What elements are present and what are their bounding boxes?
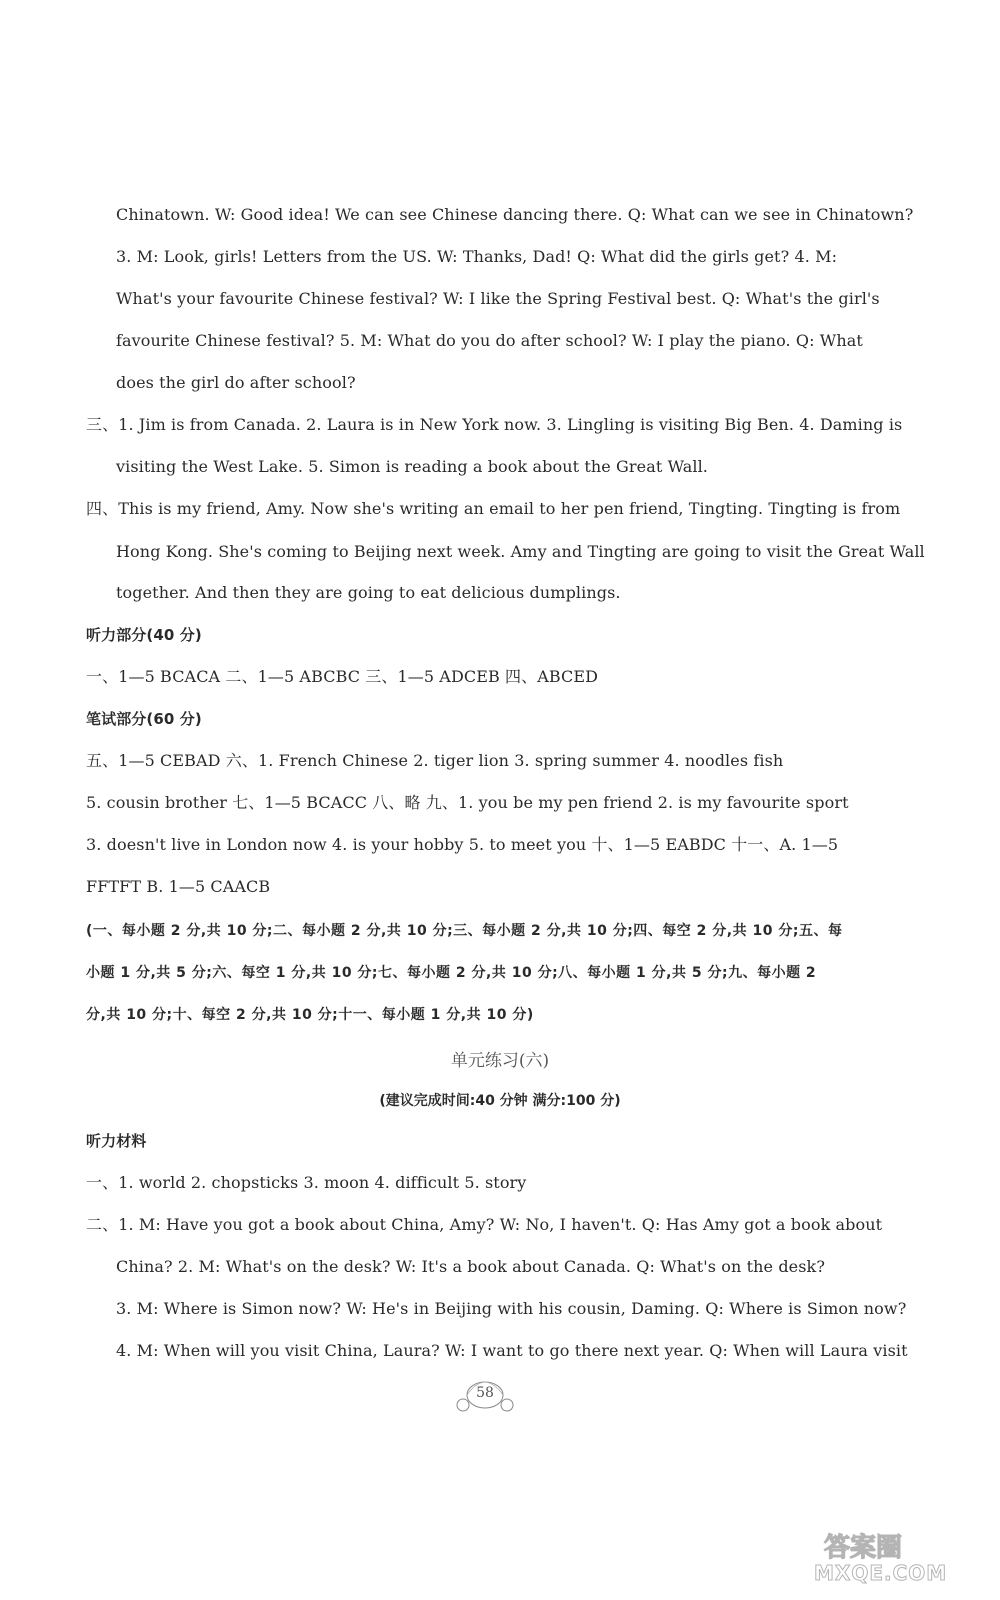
text-line: Hong Kong. She's coming to Beijing next week. Amy and Tingting are going to visit the Great Wall xyxy=(116,542,925,561)
text-line: favourite Chinese festival? 5. M: What do you do after school? W: I play the piano. Q: What xyxy=(116,331,863,350)
watermark-logo xyxy=(810,1526,980,1584)
materials-line: China? 2. M: What's on the desk? W: It's a book about Canada. Q: What's on the desk? xyxy=(116,1257,826,1276)
text-line: Chinatown. W: Good idea! We can see Chinese dancing there. Q: What can we see in Chinatown? xyxy=(116,205,914,224)
watermark-icon xyxy=(810,1526,980,1584)
listening-header: 听力部分(40 分) xyxy=(86,626,202,644)
scoring-note-line: 分,共 10 分;十、每空 2 分,共 10 分;十一、每小题 1 分,共 10 分) xyxy=(86,1007,534,1023)
page-number-text: 58 xyxy=(476,1385,494,1401)
materials-line: 3. M: Where is Simon now? W: He's in Beijing with his cousin, Daming. Q: Where is Simon now? xyxy=(116,1299,907,1318)
materials-line: 4. M: When will you visit China, Laura? W: I want to go there next year. Q: When will Laura visit xyxy=(116,1341,908,1360)
text-line: 三、1. Jim is from Canada. 2. Laura is in New York now. 3. Lingling is visiting Big Ben. 4. Daming is xyxy=(86,415,903,434)
svg-text:MXQE.COM: MXQE.COM xyxy=(814,1561,948,1584)
scoring-note-line: 小题 1 分,共 5 分;六、每空 1 分,共 10 分;七、每小题 2 分,共 10 分;八、每小题 1 分,共 5 分;九、每小题 2 xyxy=(86,965,817,981)
section-title: 单元练习(六) xyxy=(450,1051,550,1071)
text-line: 3. M: Look, girls! Letters from the US. W: Thanks, Dad! Q: What did the girls get? 4. M: xyxy=(116,247,838,266)
materials-header: 听力材料 xyxy=(86,1132,147,1150)
section-subtitle: (建议完成时间:40 分钟 满分:100 分) xyxy=(379,1093,621,1109)
page-number xyxy=(455,1375,515,1415)
svg-text:答案圈: 答案圈 xyxy=(824,1533,903,1563)
written-answer-line: 5. cousin brother 七、1—5 BCACC 八、略 九、1. you be my pen friend 2. is my favourite sport xyxy=(86,793,849,812)
text-line: together. And then they are going to eat delicious dumplings. xyxy=(116,583,621,602)
written-answer-line: 五、1—5 CEBAD 六、1. French Chinese 2. tiger lion 3. spring summer 4. noodles fish xyxy=(86,751,784,770)
text-line: does the girl do after school? xyxy=(116,373,356,392)
scoring-note-line: (一、每小题 2 分,共 10 分;二、每小题 2 分,共 10 分;三、每小题 2 分,共 10 分;四、每空 2 分,共 10 分;五、每 xyxy=(86,923,843,939)
written-answer-line: 3. doesn't live in London now 4. is your hobby 5. to meet you 十、1—5 EABDC 十一、A. 1—5 xyxy=(86,835,839,854)
written-header: 笔试部分(60 分) xyxy=(86,710,202,728)
written-answer-line: FFTFT B. 1—5 CAACB xyxy=(86,877,271,896)
materials-line: 二、1. M: Have you got a book about China, Amy? W: No, I haven't. Q: Has Amy got a book about xyxy=(86,1215,883,1234)
text-line: What's your favourite Chinese festival? W: I like the Spring Festival best. Q: What's the girl's xyxy=(116,289,880,308)
text-line: 四、This is my friend, Amy. Now she's writing an email to her pen friend, Tingting. Tingting is from xyxy=(86,499,901,518)
materials-line: 一、1. world 2. chopsticks 3. moon 4. difficult 5. story xyxy=(86,1173,527,1192)
listening-answers: 一、1—5 BCACA 二、1—5 ABCBC 三、1—5 ADCEB 四、ABCED xyxy=(86,667,599,686)
text-line: visiting the West Lake. 5. Simon is reading a book about the Great Wall. xyxy=(116,457,708,476)
